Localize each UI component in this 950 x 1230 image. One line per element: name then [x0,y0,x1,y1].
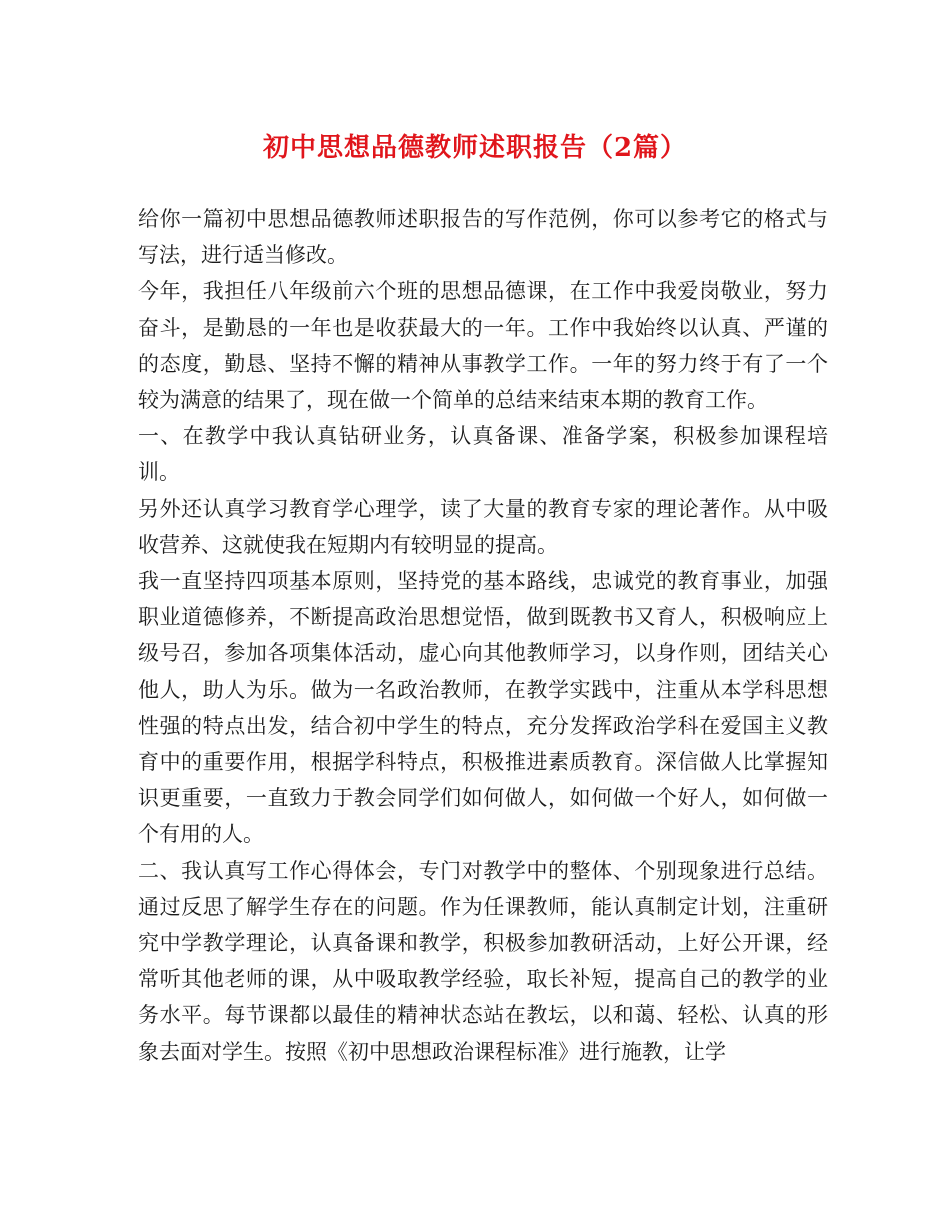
paragraph-study: 另外还认真学习教育学心理学，读了大量的教育专家的理论著作。从中吸收营养、这就使我在短期内有较明显的提高。 [138,496,828,557]
document-title: 初中思想品德教师述职报告（2篇） [262,133,688,163]
paragraph-section-2: 二、我认真写工作心得体会，专门对教学中的整体、个别现象进行总结。通过反思了解学生存在的问题。作为任课教师，能认真制定计划，注重研究中学教学理论，认真备课和教学，积极参加教研活动，上好公开课，经常听其他老师的课，从中吸取教学经验，取长补短，提高自己的教学的业务水平。每节课都以最佳的精神状态站在教坛，以和蔼、轻松、认真的形象去面对学生。按照《初中思想政治课程标准》进行施教，让学 [138,858,828,1064]
document-body [138,201,828,1070]
paragraph-section-1-heading: 一、在教学中我认真钻研业务，认真备课、准备学案，积极参加课程培训。 [138,424,828,485]
paragraph-principles: 我一直坚持四项基本原则，坚持党的基本路线，忠诚党的教育事业，加强职业道德修养，不断提高政治思想觉悟，做到既教书又育人，积极响应上级号召，参加各项集体活动，虚心向其他教师学习，以身作则，团结关心他人，助人为乐。做为一名政治教师，在教学实践中，注重从本学科思想性强的特点出发，结合初中学生的特点，充分发挥政治学科在爱国主义教育中的重要作用，根据学科特点，积极推进素质教育。深信做人比掌握知识更重要，一直致力于教会同学们如何做人，如何做一个好人，如何做一个有用的人。 [138,569,828,847]
paragraph-intro: 给你一篇初中思想品德教师述职报告的写作范例，你可以参考它的格式与写法，进行适当修改。 [138,207,828,268]
paragraph-overview: 今年，我担任八年级前六个班的思想品德课，在工作中我爱岗敬业，努力奋斗，是勤恳的一年也是收获最大的一年。工作中我始终以认真、严谨的的态度，勤恳、坚持不懈的精神从事教学工作。一年的努力终于有了一个较为满意的结果了，现在做一个简单的总结来结束本期的教育工作。 [138,279,828,413]
